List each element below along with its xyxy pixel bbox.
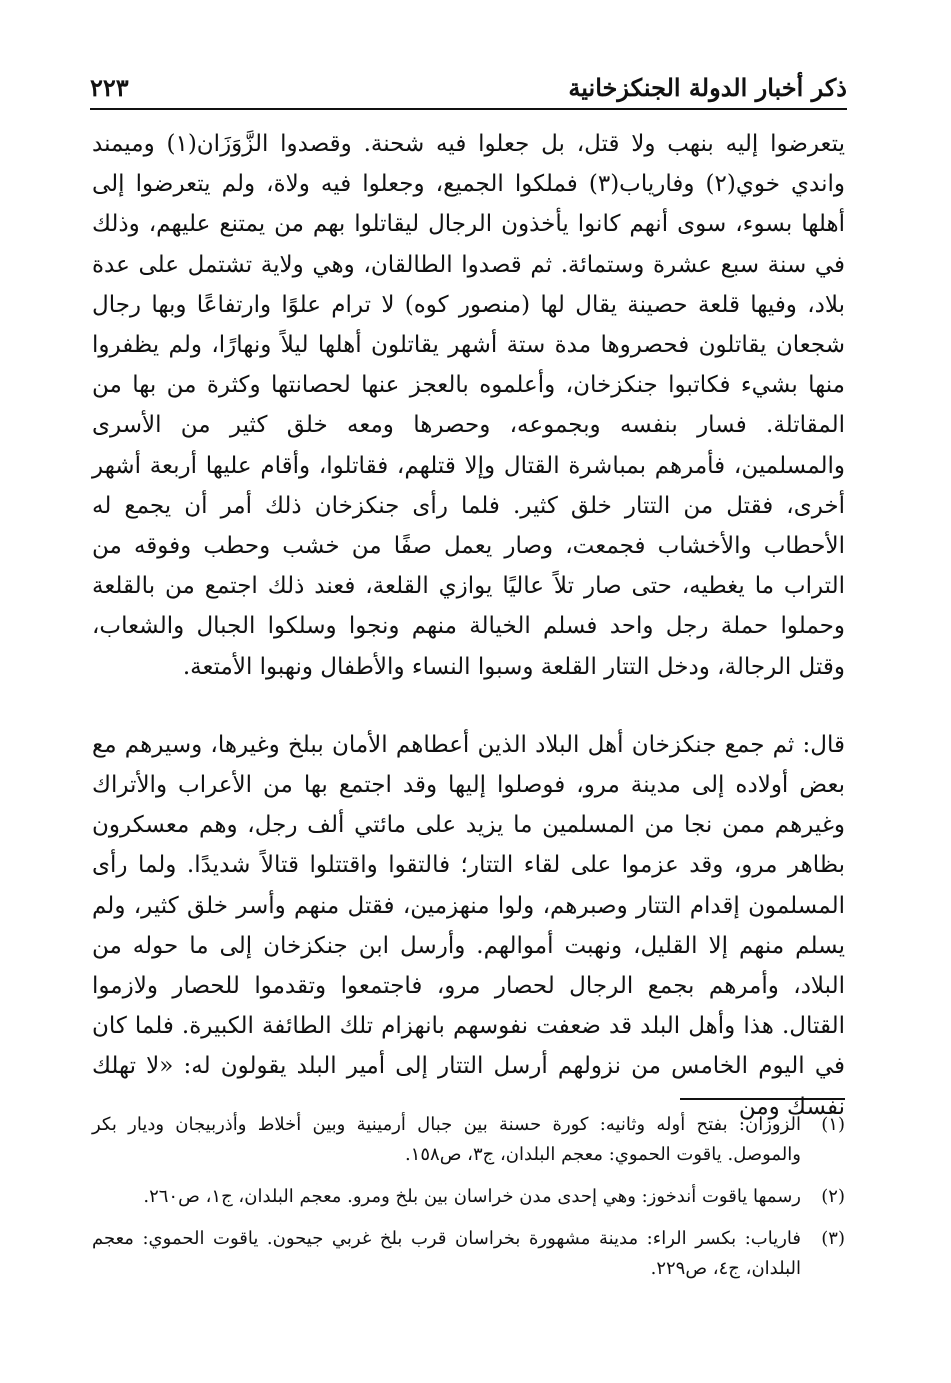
footnote xyxy=(92,1182,845,1212)
paragraph: يتعرضوا إليه بنهب ولا قتل، بل جعلوا فيه شحنة. وقصدوا الزَّوَزَان(١) وميمند واندي خوي(٢) وفارياب(٣) فملكوا الجميع، وجعلوا فيه ولاة، ولم يتعرضوا إلى أهلها بسوء، سوى أنهم كانوا يأخذون الرجال ليقاتلوا بهم من يمتنع عليهم، وذلك في سنة سبع عشرة وستمائة. ثم قصدوا الطالقان، وهي ولاية تشتمل على عدة بلاد، وفيها قلعة حصينة يقال لها (منصور كوه) لا ترام علوًا وارتفاعًا وبها رجال شجعان يقاتلون فحصروها مدة ستة أشهر يقاتلون أهلها ليلاً ونهارًا، ولم يظفروا منها بشيء فكاتبوا جنكزخان، وأعلموه بالعجز عنها لحصانتها وكثرة من بها من المقاتلة. فسار بنفسه وبجموعه، وحصرها ومعه خلق كثير من الأسرى والمسلمين، فأمرهم بمباشرة القتال وإلا قتلهم، فقاتلوا، وأقام عليها أربعة أشهر أخرى، فقتل من التتار خلق كثير. فلما رأى جنكزخان ذلك أمر أن يجمع له الأحطاب والأخشاب فجمعت، وصار يعمل صفًا من خشب وحطب وفوقه من التراب ما يغطيه، حتى صار تلاً عاليًا يوازي القلعة، فعند ذلك اجتمع من بالقلعة وحملوا حملة رجل واحد فسلم الخيالة منهم ونجوا وسلكوا الجبال والشعاب، وقتل الرجالة، ودخل التتار القلعة وسبوا النساء والأطفال ونهبوا الأمتعة. xyxy=(92,131,845,680)
footnote xyxy=(92,1224,845,1284)
paragraph: قال: ثم جمع جنكزخان أهل البلاد الذين أعطاهم الأمان ببلخ وغيرها، وسيرهم مع بعض أولاده إلى مدينة مرو، فوصلوا إليها وقد اجتمع بها من الأعراب والأتراك وغيرهم ممن نجا من المسلمين ما يزيد على مائتي ألف رجل، وهم معسكرون بظاهر مرو، وقد عزموا على لقاء التتار؛ فالتقوا واقتتلوا قتالاً شديدًا. ولما رأى المسلمون إقدام التتار وصبرهم، ولوا منهزمين، فقتل منهم وأسر خلق كثير، ولم يسلم منهم إلا القليل، ونهبت أموالهم. وأرسل ابن جنكزخان إلى ما حوله من البلاد، وأمرهم بجمع الرجال لحصار مرو، فاجتمعوا وتقدموا للحصار ولازموا القتال. هذا وأهل البلد قد ضعفت نفوسهم بانهزام تلك الطائفة الكبيرة. فلما كان في اليوم الخامس من نزولهم أرسل التتار إلى أمير البلد يقولون له: «لا تهلك نفسك ومن xyxy=(92,731,845,1120)
footnote-number: (١) xyxy=(821,1114,845,1135)
page-header xyxy=(90,62,847,102)
footnote-text: رسمها ياقوت أندخوز: وهي إحدى مدن خراسان بين بلخ ومرو. معجم البلدان، ج١، ص٢٦٠. xyxy=(143,1186,801,1207)
footnote-divider xyxy=(680,1098,845,1100)
footnote xyxy=(92,1110,845,1170)
footnote-number: (٢) xyxy=(821,1186,845,1207)
running-title: ذكر أخبار الدولة الجنكزخانية xyxy=(568,73,847,102)
footnote-number: (٣) xyxy=(821,1228,845,1249)
footnote-text: الزوزان: بفتح أوله وثانيه: كورة حسنة بين جبال أرمينية وبين أخلاط وأذربيجان وديار بكر والموصل. ياقوت الحموي: معجم البلدان، ج٣، ص١٥٨. xyxy=(92,1114,801,1165)
footnote-text: فارياب: بكسر الراء: مدينة مشهورة بخراسان قرب بلخ غربي جيحون. ياقوت الحموي: معجم البلدان، ج٤، ص٢٢٩. xyxy=(92,1228,801,1279)
page-number: ٢٢٣ xyxy=(90,73,129,102)
main-text xyxy=(92,124,845,1127)
footnotes xyxy=(92,1110,845,1296)
header-divider xyxy=(90,108,847,110)
